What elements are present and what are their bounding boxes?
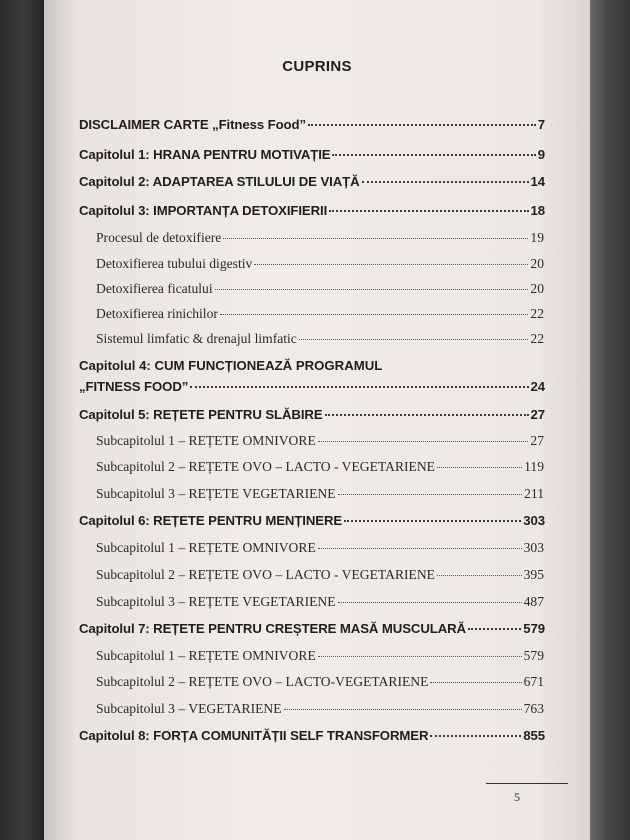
dot-leader	[338, 602, 522, 603]
dot-leader	[468, 628, 521, 630]
toc-entry-chapter-1	[79, 147, 545, 162]
dot-leader	[338, 494, 523, 495]
toc-entry-page: 487	[523, 594, 544, 609]
toc-subentry	[96, 701, 544, 717]
dot-leader	[254, 264, 528, 265]
toc-entry-page: 579	[523, 648, 544, 663]
toc-entry-page: 303	[523, 513, 545, 528]
toc-entry-page: 27	[530, 407, 545, 422]
toc-entry-label: Capitolul 6: REȚETE PENTRU MENȚINERE	[79, 513, 343, 528]
toc-subentry	[96, 674, 544, 690]
toc-entry-label: Detoxifierea ficatului	[96, 281, 213, 296]
toc-entry-label: Subcapitolul 2 – REȚETE OVO – LACTO-VEGETARIENE	[96, 674, 429, 689]
toc-subentry	[96, 256, 544, 272]
toc-subentry	[96, 594, 544, 610]
toc-entry-label: Capitolul 7: REȚETE PENTRU CREȘTERE MASĂ MUSCULARĂ	[79, 621, 466, 636]
dot-leader	[437, 467, 522, 468]
toc-entry-page: 395	[523, 567, 544, 582]
toc-entry-chapter-8	[79, 728, 545, 743]
toc-entry-label: Detoxifierea tubului digestiv	[96, 256, 253, 271]
toc-subentry	[96, 648, 544, 664]
toc-entry-page: 14	[530, 174, 545, 189]
toc-entry-label: Subcapitolul 3 – REȚETE VEGETARIENE	[96, 486, 336, 501]
toc-entry-page: 27	[530, 433, 544, 448]
toc-entry-page: 763	[523, 701, 544, 716]
toc-entry-chapter-2	[79, 174, 545, 189]
toc-entry-disclaimer	[79, 117, 545, 132]
dot-leader	[318, 548, 522, 549]
book-page	[44, 0, 590, 840]
dot-leader	[332, 154, 535, 156]
toc-entry-page: 303	[523, 540, 544, 555]
toc-entry-label: Capitolul 1: HRANA PENTRU MOTIVAȚIE	[79, 147, 331, 162]
dot-leader	[329, 210, 528, 212]
toc-entry-page: 18	[530, 203, 545, 218]
toc-entry-chapter-3	[79, 203, 545, 218]
page-number: 5	[514, 790, 520, 804]
dot-leader	[318, 656, 522, 657]
toc-entry-page: 855	[523, 728, 545, 743]
toc-subentry	[96, 459, 544, 475]
toc-entry-label: Subcapitolul 3 – REȚETE VEGETARIENE	[96, 594, 336, 609]
toc-entry-label: Subcapitolul 1 – REȚETE OMNIVORE	[96, 540, 316, 555]
toc-entry-label: Sistemul limfatic & drenajul limfatic	[96, 331, 297, 346]
toc-entry-page: 20	[530, 256, 544, 271]
table-of-contents	[44, 0, 590, 840]
toc-entry-page: 7	[537, 117, 545, 132]
toc-entry-chapter-4	[79, 379, 545, 394]
toc-entry-label: Subcapitolul 2 – REȚETE OVO – LACTO - VEGETARIENE	[96, 459, 435, 474]
dot-leader	[220, 314, 528, 315]
page-title: CUPRINS	[282, 58, 352, 75]
toc-subentry	[96, 331, 544, 347]
toc-entry-chapter-5	[79, 407, 545, 422]
dot-leader	[318, 441, 529, 442]
toc-entry-page: 119	[524, 459, 544, 474]
toc-entry-label: Subcapitolul 3 – VEGETARIENE	[96, 701, 282, 716]
dot-leader	[215, 289, 529, 290]
toc-subentry	[96, 486, 544, 502]
toc-entry-page: 22	[530, 306, 544, 321]
toc-subentry	[96, 230, 544, 246]
toc-entry-label: Capitolul 8: FORȚA COMUNITĂȚII SELF TRANSFORMER	[79, 728, 429, 743]
toc-entry-label: Procesul de detoxifiere	[96, 230, 222, 245]
dot-leader	[308, 124, 536, 126]
toc-subentry	[96, 306, 544, 322]
toc-subentry	[96, 433, 544, 449]
toc-entry-page: 9	[537, 147, 545, 162]
toc-entry-label: Subcapitolul 1 – REȚETE OMNIVORE	[96, 648, 316, 663]
dot-leader	[299, 339, 529, 340]
dot-leader	[430, 682, 521, 683]
dot-leader	[223, 238, 528, 239]
page-edge-shadow	[590, 0, 630, 840]
toc-entry-page: 211	[524, 486, 544, 501]
toc-entry-page: 579	[523, 621, 545, 636]
book-spine-shadow	[0, 0, 44, 840]
toc-entry-label: Subcapitolul 2 – REȚETE OVO – LACTO - VEGETARIENE	[96, 567, 435, 582]
toc-entry-chapter-4-line-1: Capitolul 4: CUM FUNCȚIONEAZĂ PROGRAMUL	[79, 358, 383, 373]
toc-entry-page: 671	[523, 674, 544, 689]
dot-leader	[430, 735, 521, 737]
toc-entry-label: Capitolul 2: ADAPTAREA STILULUI DE VIAȚĂ	[79, 174, 360, 189]
toc-entry-label: DISCLAIMER CARTE „Fitness Food”	[79, 117, 306, 132]
toc-entry-page: 19	[530, 230, 544, 245]
toc-entry-label: Capitolul 3: IMPORTANȚA DETOXIFIERII	[79, 203, 328, 218]
toc-entry-label: Detoxifierea rinichilor	[96, 306, 218, 321]
toc-entry-label: „FITNESS FOOD”	[79, 379, 189, 394]
toc-entry-chapter-6	[79, 513, 545, 528]
toc-subentry	[96, 567, 544, 583]
footer-rule	[486, 783, 568, 784]
toc-entry-label: Capitolul 5: REȚETE PENTRU SLĂBIRE	[79, 407, 323, 422]
dot-leader	[437, 575, 522, 576]
toc-entry-label: Subcapitolul 1 – REȚETE OMNIVORE	[96, 433, 316, 448]
toc-subentry	[96, 540, 544, 556]
toc-entry-page: 24	[530, 379, 545, 394]
dot-leader	[190, 386, 528, 388]
dot-leader	[344, 520, 521, 522]
toc-entry-page: 22	[530, 331, 544, 346]
toc-entry-page: 20	[530, 281, 544, 296]
dot-leader	[325, 414, 529, 416]
dot-leader	[284, 709, 522, 710]
toc-entry-chapter-7	[79, 621, 545, 636]
dot-leader	[362, 181, 529, 183]
toc-subentry	[96, 281, 544, 297]
